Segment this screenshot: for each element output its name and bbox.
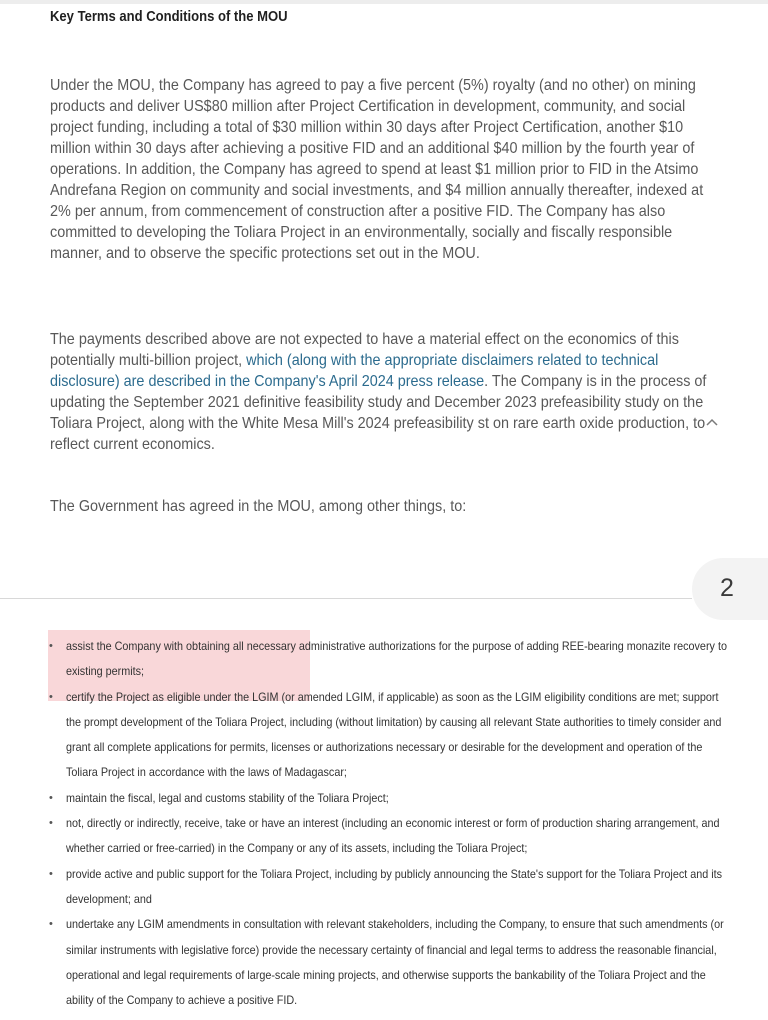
- page-number: 2: [720, 574, 734, 602]
- page-divider: [0, 598, 692, 599]
- press-release-link[interactable]: which (along with the appropriate disclaimers related to technical disclosure) are described in the Company's April 2024 press release: [50, 352, 659, 390]
- section-heading: Key Terms and Conditions of the MOU: [50, 9, 288, 25]
- list-item-text: assist the Company with obtaining all necessary administrative authorizations for the purpose of adding REE-bearing monazite recovery to existing permits;: [66, 639, 727, 679]
- chevron-up-icon[interactable]: [704, 414, 720, 430]
- bullet-icon: •: [49, 867, 53, 880]
- paragraph-payments-economics: [50, 329, 716, 455]
- bullet-icon: •: [49, 640, 53, 652]
- list-item-text: certify the Project as eligible under the LGIM (or amended LGIM, if applicable) as soon as the LGIM eligibility conditions are met; support the prompt development of the Toliara Project, including (without limitation) by causing all relevant State authorities to timely consider and grant all complete applications for permits, licenses or authorizations necessary or desirable for the development and operation of the Toliara Project in accordance with the laws of Madagascar;: [66, 689, 722, 780]
- list-item: [46, 811, 726, 862]
- top-rule: [0, 0, 768, 4]
- paragraph-royalty-terms: Under the MOU, the Company has agreed to pay a five percent (5%) royalty (and no other) on mining products and deliver US$80 million after Project Certification in development, community, and social project funding, including a total of $30 million within 30 days after Project Certification, another $10 million within 30 days after achieving a positive FID and an additional $40 million by the fourth year of operations. In addition, the Company has agreed to spend at least $1 million prior to FID in the Atsimo Andrefana Region on community and social investments, and $4 million annually thereafter, indexed at 2% per annum, from commencement of construction after a positive FID. The Company has also committed to developing the Toliara Project in an environmentally, socially and fiscally responsible manner, and to observe the specific protections set out in the MOU.: [50, 77, 704, 262]
- list-item: [46, 685, 726, 786]
- bullet-icon: •: [49, 690, 53, 703]
- list-item-text: not, directly or indirectly, receive, take or have an interest (including an economic interest or form of production sharing arrangement, and whether carried or free-carried) in the Company or any of its assets, including the Toliara Project;: [66, 816, 720, 856]
- paragraph-text: The payments described above are not expected to have a material effect on the economics of this potentially multi-billion project,: [50, 331, 679, 369]
- list-item: [46, 862, 726, 913]
- list-item-text: provide active and public support for the Toliara Project, including by publicly announcing the State's support for the Toliara Project and its development; and: [66, 866, 723, 906]
- list-item: [46, 786, 726, 811]
- bullet-icon: •: [49, 918, 53, 931]
- list-item-text: maintain the fiscal, legal and customs stability of the Toliara Project;: [66, 790, 389, 805]
- list-item: [46, 634, 726, 685]
- list-item-text: undertake any LGIM amendments in consultation with relevant stakeholders, including the Company, to ensure that such amendments (or similar instruments with legislative force) provide the necessary certainty of financial and legal terms to address the reasonable financial, operational and legal requirements of large-scale mining projects, and otherwise supports the bankability of the Toliara Project and the ability of the Company to achieve a positive FID.: [66, 917, 724, 1008]
- paragraph-government-intro: The Government has agreed in the MOU, among other things, to:: [50, 498, 467, 515]
- bullet-icon: •: [49, 791, 53, 804]
- government-obligations-list: [46, 634, 726, 1013]
- paragraph-text: . The Company is in the process of updating the September 2021 definitive feasibility study and December 2023 prefeasibility study on the Toliara Project, along with the White Mesa Mill's 2024 prefeasibility st on rare earth oxide production, to reflect current economics.: [50, 373, 707, 453]
- list-item: [46, 912, 726, 1013]
- bullet-icon: •: [49, 817, 53, 830]
